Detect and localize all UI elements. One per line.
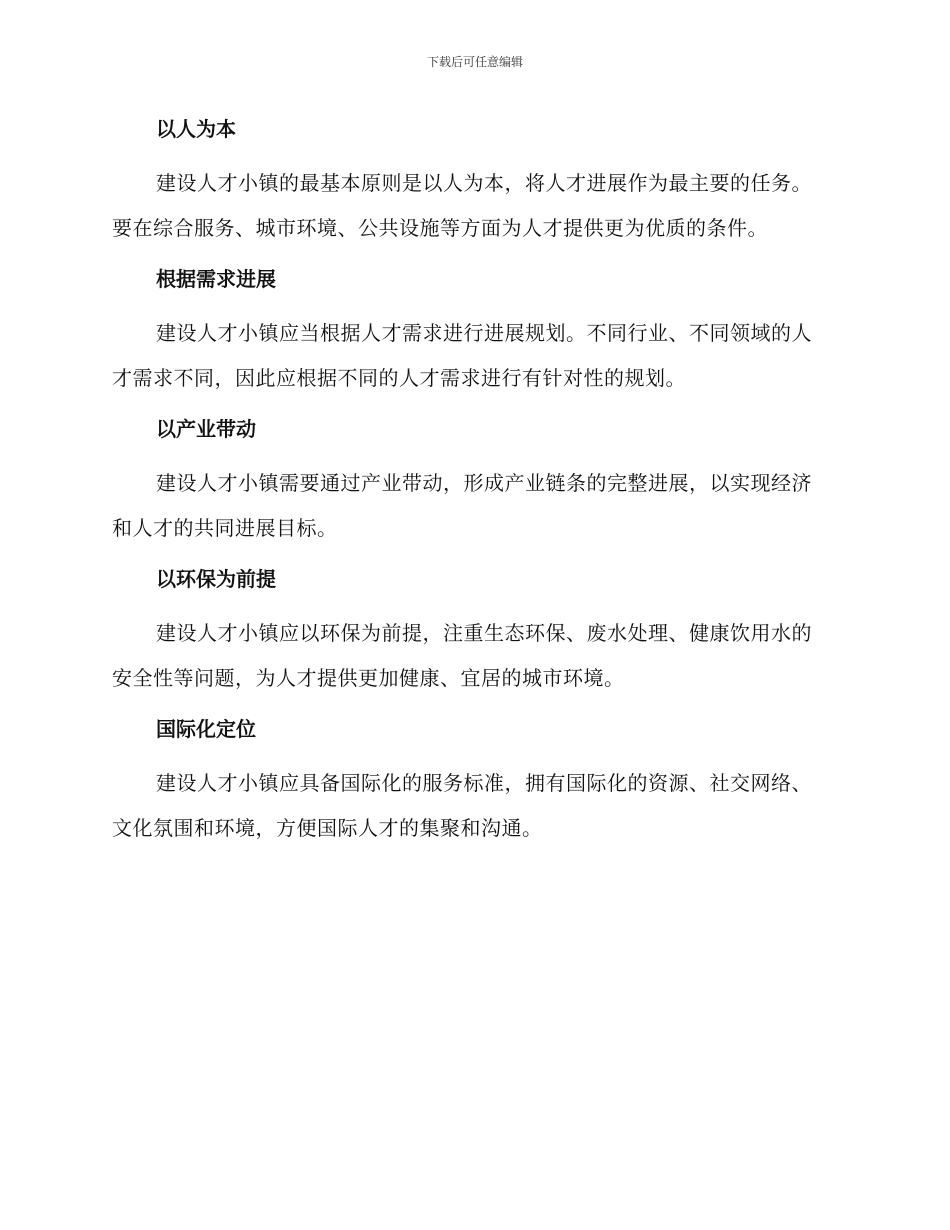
section-heading: 根据需求进展 <box>156 267 276 291</box>
section-demand-based <box>112 260 832 401</box>
section-paragraph: 建设人才小镇的最基本原则是以人为本，将人才进展作为最主要的任务。要在综合服务、城市环境、公共设施等方面为人才提供更为优质的条件。 <box>112 171 812 240</box>
section-industry-driven <box>112 410 832 551</box>
section-heading: 以产业带动 <box>156 417 256 441</box>
section-people-oriented <box>112 110 832 251</box>
section-environment-first <box>112 560 832 701</box>
section-paragraph: 建设人才小镇应具备国际化的服务标准，拥有国际化的资源、社交网络、文化氛围和环境，方便国际人才的集聚和沟通。 <box>112 771 812 840</box>
section-paragraph: 建设人才小镇需要通过产业带动，形成产业链条的完整进展，以实现经济和人才的共同进展目标。 <box>112 471 812 540</box>
section-heading: 国际化定位 <box>156 717 256 741</box>
section-heading: 以人为本 <box>156 117 236 141</box>
section-paragraph: 建设人才小镇应当根据人才需求进行进展规划。不同行业、不同领域的人才需求不同，因此应根据不同的人才需求进行有针对性的规划。 <box>112 321 812 390</box>
section-paragraph: 建设人才小镇应以环保为前提，注重生态环保、废水处理、健康饮用水的安全性等问题，为人才提供更加健康、宜居的城市环境。 <box>112 621 812 690</box>
page-header-note: 下载后可任意编辑 <box>426 55 523 69</box>
section-international-positioning <box>112 710 832 851</box>
section-heading: 以环保为前提 <box>156 567 276 591</box>
document-content <box>112 110 832 851</box>
